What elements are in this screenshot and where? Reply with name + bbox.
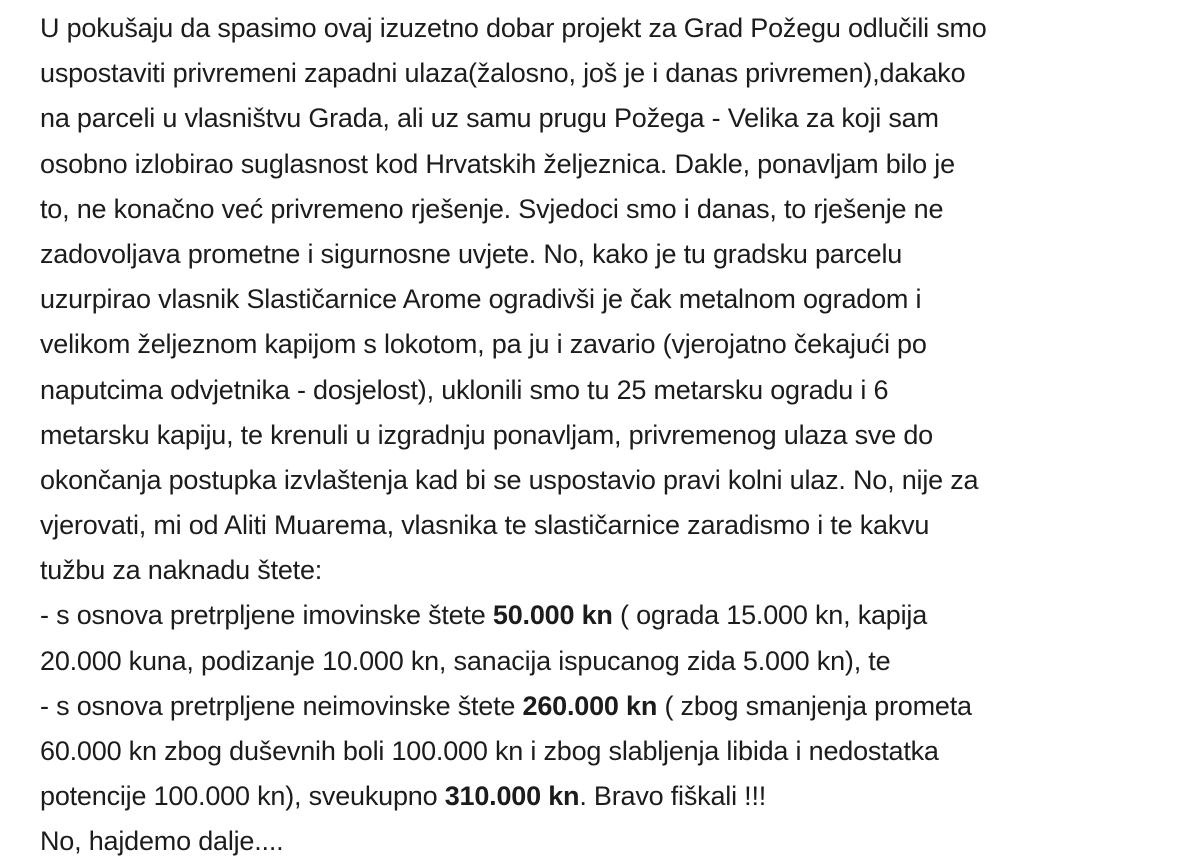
bold-amount: 260.000 kn [522,690,658,721]
text-line [40,819,1170,864]
text-line [40,458,1170,503]
text-line [40,322,1170,367]
text-segment: uspostaviti privremeni zapadni ulaza(žalosno, još je i danas privremen),dakako [40,58,966,89]
text-line [40,774,1170,819]
text-segment: osobno izlobirao suglasnost kod Hrvatskih željeznica. Dakle, ponavljam bilo je [40,148,955,179]
text-line [40,51,1170,96]
text-line [40,142,1170,187]
text-segment: potencije 100.000 kn), sveukupno [40,781,445,812]
text-line [40,187,1170,232]
text-segment: - s osnova pretrpljene neimovinske štete [40,690,523,721]
text-segment: vjerovati, mi od Aliti Muarema, vlasnika te slastičarnice zaradismo i te kakvu [40,510,930,541]
text-segment: ( ograda 15.000 kn, kapija [612,600,928,631]
text-segment: - s osnova pretrpljene imovinske štete [40,600,493,631]
text-segment: 60.000 kn zbog duševnih boli 100.000 kn i zbog slabljenja libida i nedostatka [40,736,939,766]
text-line [40,684,1170,729]
text-segment: velikom željeznom kapijom s lokotom, pa ju i zavario (vjerojatno čekajući po [40,329,927,360]
text-line [40,413,1170,458]
text-line [40,368,1170,413]
text-segment: na parceli u vlasništvu Grada, ali uz samu prugu Požega - Velika za koji sam [40,103,939,134]
text-line [40,277,1170,322]
bold-amount: 310.000 kn [444,781,580,812]
text-segment: uzurpirao vlasnik Slastičarnice Arome ogradivši je čak metalnom ogradom i [40,284,922,315]
text-line [40,593,1170,638]
text-line [40,729,1170,774]
text-segment: tužbu za naknadu štete: [40,555,323,586]
text-segment: U pokušaju da spasimo ovaj izuzetno dobar projekt za Grad Požegu odlučili smo [40,13,987,43]
text-segment: No, hajdemo dalje.... [40,826,284,857]
text-segment: . Bravo fiškali !!! [579,781,767,812]
document-body [40,6,1170,865]
text-segment: okončanja postupka izvlaštenja kad bi se uspostavio pravi kolni ulaz. No, nije za [40,464,979,495]
text-line [40,503,1170,548]
text-segment: naputcima odvjetnika - dosjelost), uklonili smo tu 25 metarsku ogradu i 6 [40,374,889,405]
text-segment: ( zbog smanjenja prometa [657,690,972,721]
text-line [40,548,1170,593]
text-segment: metarsku kapiju, te krenuli u izgradnju ponavljam, privremenog ulaza sve do [40,419,933,450]
text-line [40,232,1170,277]
bold-amount: 50.000 kn [492,600,613,631]
text-segment: 20.000 kuna, podizanje 10.000 kn, sanacija ispucanog zida 5.000 kn), te [40,645,891,676]
text-segment: to, ne konačno već privremeno rješenje. Svjedoci smo i danas, to rješenje ne [40,193,944,224]
text-line [40,96,1170,141]
text-segment: zadovoljava prometne i sigurnosne uvjete. No, kako je tu gradsku parcelu [40,238,903,269]
text-line [40,6,1170,51]
text-line [40,639,1170,684]
